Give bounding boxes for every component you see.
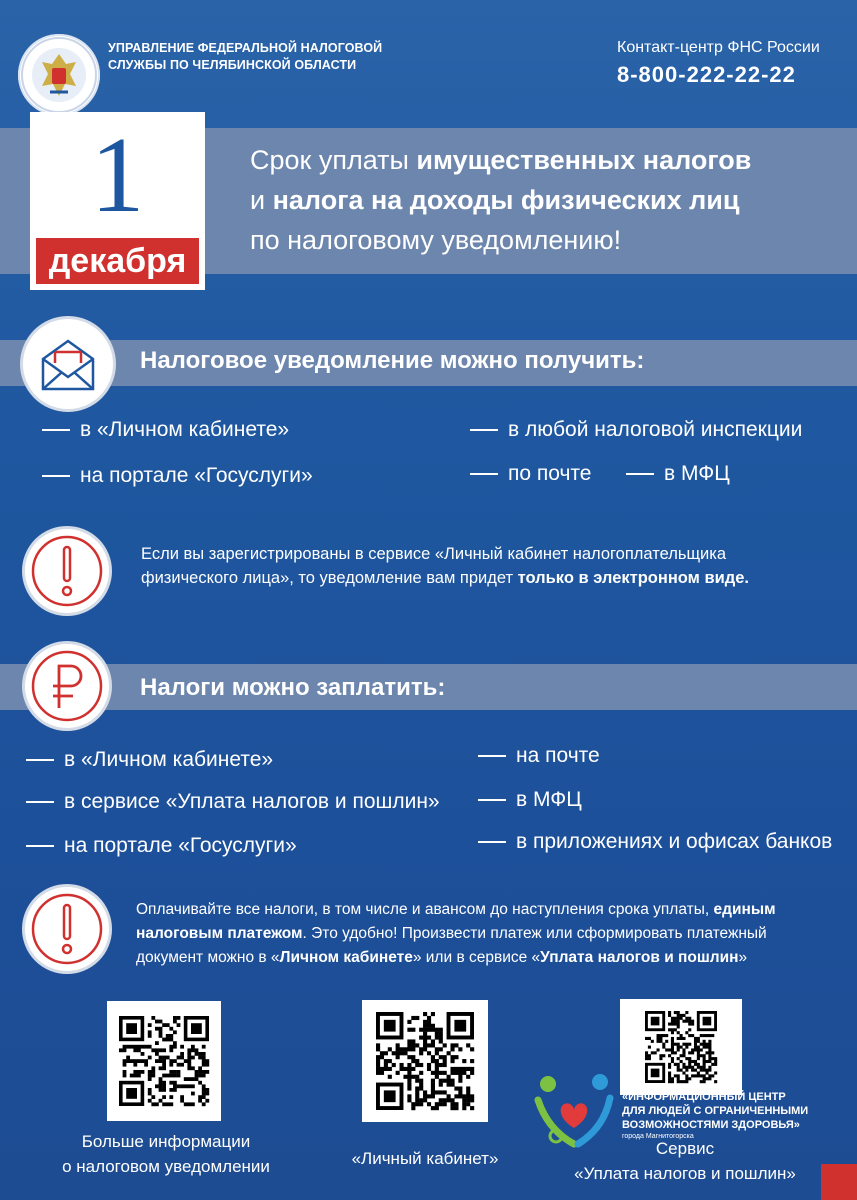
warning2-l3-mid: » или в сервисе « [412, 949, 541, 966]
headline-plain-2: и [250, 185, 273, 215]
dash-icon [42, 429, 70, 431]
qr-caption-notice [52, 1129, 280, 1179]
payment-item-text: в приложениях и офисах банков [516, 830, 833, 853]
qr-caption-notice-line1: Больше информации [81, 1132, 251, 1151]
notice-item-text: на портале «Госуслуги» [80, 464, 313, 487]
deadline-headline [250, 140, 751, 260]
payment-item-banks [478, 828, 832, 856]
dash-icon [42, 475, 70, 477]
org-name [108, 40, 382, 74]
headline-bold-1: имущественных налогов [416, 145, 752, 175]
qr-caption-payment-line2: «Уплата налогов и пошлин» [574, 1164, 796, 1183]
payment-item-service [26, 788, 440, 816]
payment-item-text: в МФЦ [516, 788, 582, 811]
contact-phone[interactable]: 8-800-222-22-22 [617, 62, 796, 87]
payment-item-text: на почте [516, 744, 600, 767]
fns-emblem-icon [18, 34, 100, 116]
payment-item-text: на портале «Госуслуги» [64, 834, 297, 857]
warning2-l3-end: » [738, 949, 748, 966]
deadline-day: 1 [90, 116, 145, 235]
qr-caption-cabinet: «Личный кабинет» [351, 1149, 499, 1168]
warning2-l1: Оплачивайте все налоги, в том числе и авансом до наступления срока уплаты, [136, 901, 714, 918]
dash-icon [470, 473, 498, 475]
exclamation-icon [22, 526, 112, 616]
qr-code-notice[interactable] [107, 1001, 221, 1121]
notice-title: Налоговое уведомление можно получить: [140, 347, 645, 374]
notice-item-text: в любой налоговой инспекции [508, 418, 803, 441]
exclamation-icon [22, 884, 112, 974]
payment-item-post [478, 742, 600, 770]
envelope-icon [20, 316, 116, 412]
payment-item-mfc [478, 786, 582, 814]
dash-icon [626, 473, 654, 475]
payment-title: Налоги можно заплатить: [140, 674, 446, 701]
qr-code-cabinet[interactable] [362, 1000, 488, 1122]
org-name-line2: СЛУЖБЫ ПО ЧЕЛЯБИНСКОЙ ОБЛАСТИ [108, 58, 357, 72]
dash-icon [478, 841, 506, 843]
warning1-line2: физического лица», то уведомление вам придет [141, 569, 518, 587]
info-center-text [622, 1090, 808, 1142]
qr-caption-payment-line1: Сервис [655, 1139, 715, 1158]
payment-item-text: в «Личном кабинете» [64, 748, 274, 771]
notice-item-post [470, 460, 591, 488]
headline-plain-1: Срок уплаты [250, 145, 417, 175]
contact-label: Контакт-центр ФНС России [617, 39, 820, 56]
warning2-l2-bold: налоговым платежом [136, 925, 303, 942]
info-center-line3: ВОЗМОЖНОСТЯМИ ЗДОРОВЬЯ» [622, 1119, 800, 1131]
corner-accent [821, 1164, 857, 1200]
warning2-l2: . Это удобно! Произвести платеж или сформировать платежный [302, 925, 767, 942]
warning2-l3-bold2: Уплата налогов и пошлин [540, 949, 739, 966]
info-center-logo-icon [530, 1070, 618, 1152]
ruble-icon [22, 641, 112, 731]
warning1-line1: Если вы зарегистрированы в сервисе «Личный кабинет налогоплательщика [141, 545, 727, 563]
warning2-l3-bold1: Личном кабинете [279, 949, 413, 966]
warning-electronic-notice [141, 542, 831, 590]
headline-line-3: по налоговому уведомлению! [250, 225, 622, 255]
info-center-line2: ДЛЯ ЛЮДЕЙ С ОГРАНИЧЕННЫМИ [622, 1105, 809, 1117]
deadline-month: декабря [36, 238, 199, 284]
dash-icon [26, 759, 54, 761]
warning2-l3: документ можно в « [136, 949, 280, 966]
dash-icon [478, 755, 506, 757]
payment-item-cabinet [26, 746, 273, 774]
notice-item-mfc [626, 460, 730, 488]
notice-item-text: по почте [508, 462, 592, 485]
notice-item-text: в МФЦ [664, 462, 730, 485]
info-center-line1: «ИНФОРМАЦИОННЫЙ ЦЕНТР [622, 1091, 786, 1103]
warning-single-payment [136, 898, 836, 970]
qr-code-payment-service[interactable] [620, 999, 742, 1095]
notice-item-gosuslugi [42, 462, 313, 490]
notice-item-cabinet [42, 416, 289, 444]
info-center-line4: города Магнитогорска [622, 1133, 694, 1140]
org-name-line1: УПРАВЛЕНИЕ ФЕДЕРАЛЬНОЙ НАЛОГОВОЙ [108, 41, 383, 55]
dash-icon [26, 845, 54, 847]
headline-bold-2: налога на доходы физических лиц [272, 185, 740, 215]
payment-item-gosuslugi [26, 832, 297, 860]
dash-icon [26, 801, 54, 803]
warning1-bold: только в электронном виде. [517, 569, 749, 587]
dash-icon [470, 429, 498, 431]
notice-item-inspection [470, 416, 802, 444]
payment-item-text: в сервисе «Уплата налогов и пошлин» [64, 790, 440, 813]
qr-caption-notice-line2: о налоговом уведомлении [62, 1157, 270, 1176]
warning2-l1-bold: единым [713, 901, 776, 918]
notice-item-text: в «Личном кабинете» [80, 418, 290, 441]
dash-icon [478, 799, 506, 801]
